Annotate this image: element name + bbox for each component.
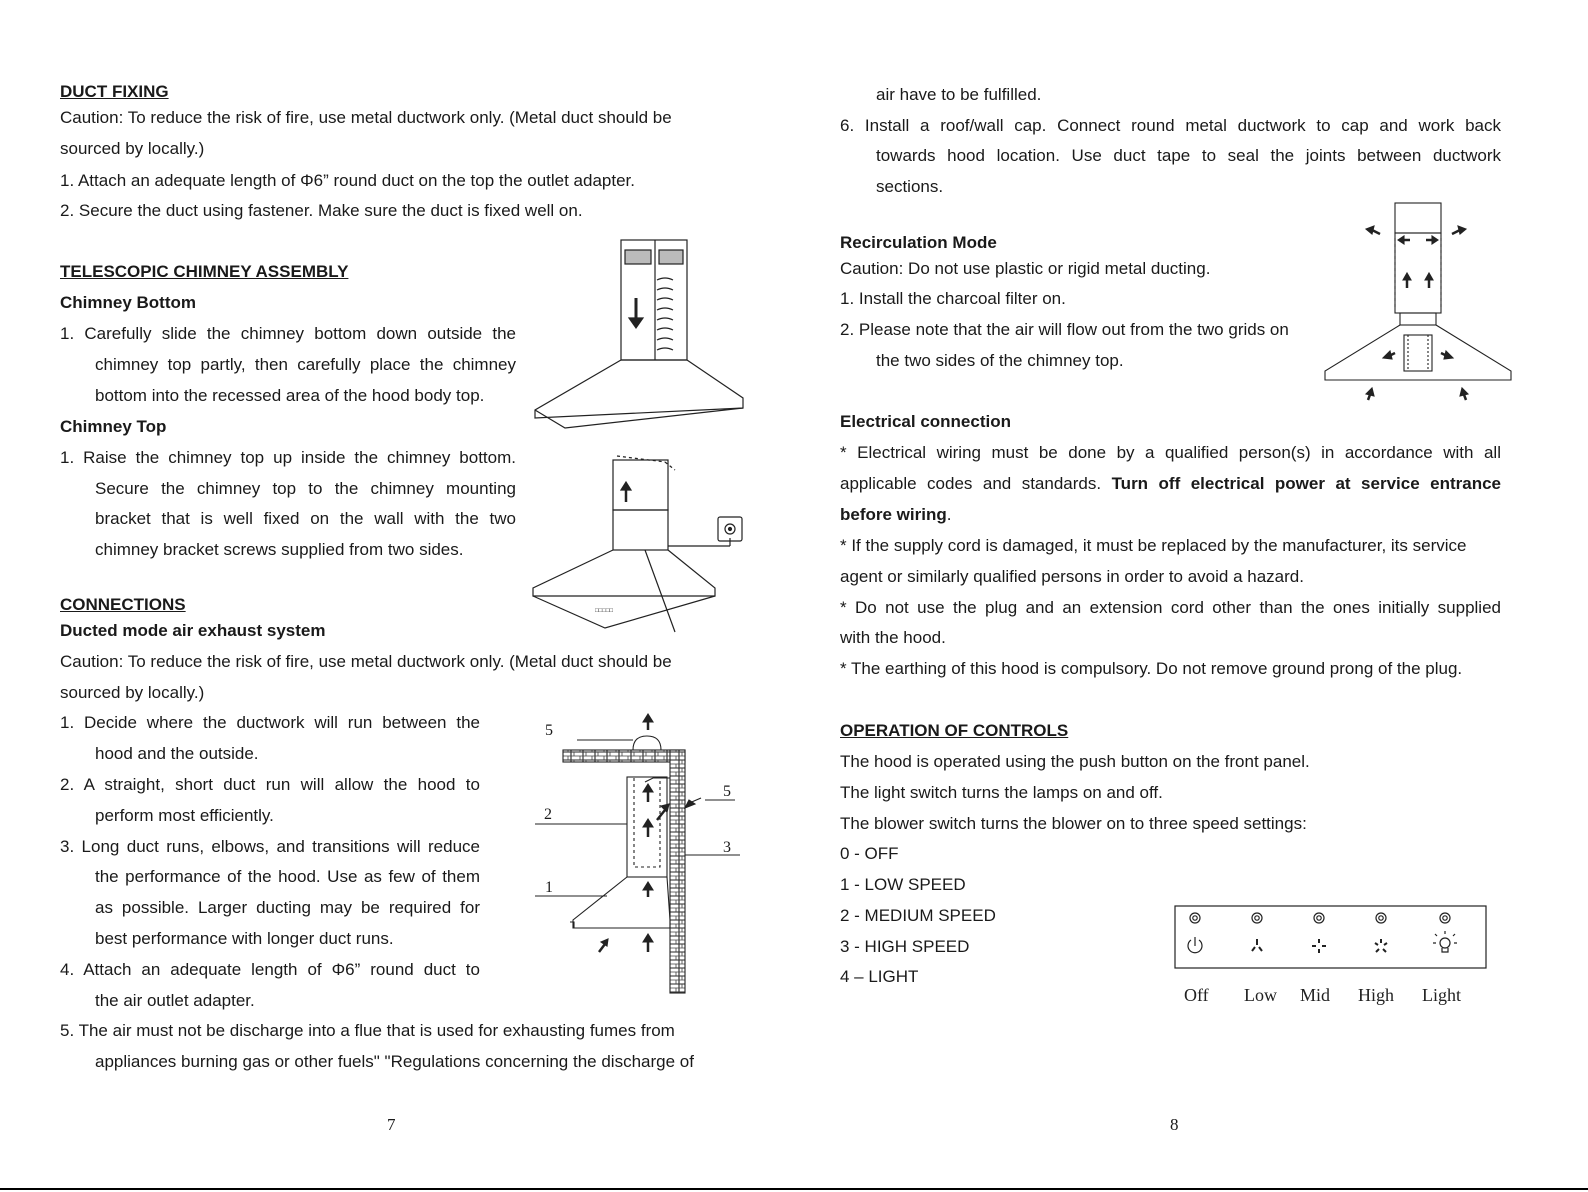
electrical-para1-normal: applicable codes and standards. [840,474,1112,493]
fan-low-icon [1252,939,1262,951]
connections-step-1a: 1. Decide where the ductwork will run between the [60,713,480,732]
connections-step-3d: best performance with longer duct runs. [95,929,394,948]
ducted-system-diagram [535,712,750,997]
operation-line-2: The light switch turns the lamps on and off. [840,783,1163,802]
electrical-para1-bold: Turn off electrical power at service entrance [1111,474,1501,493]
chimney-bottom-step-line1: 1. Carefully slide the chimney bottom down outside the [60,324,516,343]
fan-high-icon [1375,939,1387,952]
chimney-top-diagram [525,450,750,640]
electrical-para4: * The earthing of this hood is compulsory. Do not remove ground prong of the plug. [840,659,1463,678]
electrical-para2-line2: agent or similarly qualified persons in order to avoid a hazard. [840,567,1304,586]
speed-4-light: 4 – LIGHT [840,967,919,986]
connections-caution-line2: sourced by locally.) [60,683,205,702]
chimney-top-title: Chimney Top [60,417,167,436]
power-icon [1188,937,1202,953]
diagram-label-5-right: 5 [723,783,731,800]
duct-fixing-caution-line2: sourced by locally.) [60,139,205,158]
panel-label-light: Light [1422,985,1461,1005]
duct-fixing-heading: DUCT FIXING [60,82,169,101]
connections-step-3a: 3. Long duct runs, elbows, and transitions will reduce [60,837,480,856]
duct-step-5-continued: air have to be fulfilled. [876,85,1042,104]
speed-0-off: 0 - OFF [840,844,899,863]
connections-step-4a: 4. Attach an adequate length of Φ6” round duct to [60,960,480,979]
electrical-para3-line1: * Do not use the plug and an extension cord other than the ones initially supplied [840,598,1501,617]
fan-mid-icon [1312,939,1326,953]
chimney-bottom-diagram [525,232,750,432]
diagram-label-1: 1 [545,879,553,896]
recirculation-step-2a: 2. Please note that the air will flow out from the two grids on [840,320,1289,339]
panel-label-low: Low [1244,985,1277,1005]
duct-fixing-step-2: 2. Secure the duct using fastener. Make sure the duct is fixed well on. [60,201,583,220]
svg-text:□□□□□: □□□□□ [595,608,614,614]
chimney-top-step-line3: bracket that is well fixed on the wall with the two [95,509,516,528]
diagram-label-3: 3 [723,839,731,856]
chimney-top-step-line4: chimney bracket screws supplied from two sides. [95,540,464,559]
connections-step-5a: 5. The air must not be discharge into a flue that is used for exhausting fumes from [60,1021,675,1040]
recirculation-step-1: 1. Install the charcoal filter on. [840,289,1066,308]
connections-caution-line1: Caution: To reduce the risk of fire, use metal ductwork only. (Metal duct should be [60,652,672,671]
duct-fixing-caution-line1: Caution: To reduce the risk of fire, use metal ductwork only. (Metal duct should be [60,108,672,127]
connections-step-4b: the air outlet adapter. [95,991,255,1010]
electrical-para1-line1: * Electrical wiring must be done by a qualified person(s) in accordance with all [840,443,1501,462]
operation-heading: OPERATION OF CONTROLS [840,721,1069,740]
connections-step-3b: the performance of the hood. Use as few of them [95,867,480,886]
chimney-bottom-step-line2: chimney top partly, then carefully place the chimney [95,355,516,374]
indicator-led-high [1376,913,1386,923]
indicator-led-off [1190,913,1200,923]
recirculation-diagram [1320,198,1516,410]
electrical-para1-period: . [946,505,952,524]
panel-label-off: Off [1184,985,1209,1005]
diagram-label-2: 2 [544,806,552,823]
electrical-para1-line3 [840,506,951,523]
electrical-para1-bold-end: before wiring [840,505,947,524]
connections-step-2a: 2. A straight, short duct run will allow the hood to [60,775,480,794]
page-number-left: 7 [387,1115,396,1134]
panel-label-high: High [1358,985,1394,1005]
connections-step-3c: as possible. Larger ducting may be required for [95,898,480,917]
operation-line-3: The blower switch turns the blower on to three speed settings: [840,814,1307,833]
speed-3-high: 3 - HIGH SPEED [840,937,970,956]
control-panel-diagram [1174,905,1488,971]
chimney-top-step-line1: 1. Raise the chimney top up inside the chimney bottom. [60,448,516,467]
indicator-led-mid [1314,913,1324,923]
electrical-para1-line2 [840,475,1501,492]
chimney-assembly-heading: TELESCOPIC CHIMNEY ASSEMBLY [60,262,349,281]
panel-label-mid: Mid [1300,985,1331,1005]
speed-1-low: 1 - LOW SPEED [840,875,966,894]
electrical-para3-line2: with the hood. [840,628,946,647]
chimney-top-step-line2: Secure the chimney top to the chimney mounting [95,479,516,498]
electrical-para2-line1: * If the supply cord is damaged, it must be replaced by the manufacturer, its service [840,536,1467,555]
speed-2-medium: 2 - MEDIUM SPEED [840,906,996,925]
bottom-border-line [0,1188,1588,1190]
chimney-bottom-step-line3: bottom into the recessed area of the hood body top. [95,386,485,405]
indicator-led-light [1440,913,1450,923]
diagram-label-5-top: 5 [545,722,553,739]
ducted-mode-subheading: Ducted mode air exhaust system [60,621,326,640]
recirculation-title: Recirculation Mode [840,233,997,252]
operation-line-1: The hood is operated using the push button on the front panel. [840,752,1310,771]
page-number-right: 8 [1170,1115,1179,1134]
duct-step-6-line1: 6. Install a roof/wall cap. Connect round metal ductwork to cap and work back [840,116,1501,135]
chimney-bottom-title: Chimney Bottom [60,293,196,312]
duct-step-6-line3: sections. [876,177,944,196]
duct-step-6-line2: towards hood location. Use duct tape to seal the joints between ductwork [876,146,1501,165]
recirculation-step-2b: the two sides of the chimney top. [876,351,1124,370]
electrical-title: Electrical connection [840,412,1011,431]
indicator-led-low [1252,913,1262,923]
connections-step-1b: hood and the outside. [95,744,259,763]
connections-heading: CONNECTIONS [60,595,186,614]
connections-step-5b: appliances burning gas or other fuels" "Regulations concerning the discharge of [95,1052,694,1071]
recirculation-caution: Caution: Do not use plastic or rigid metal ducting. [840,259,1211,278]
connections-step-2b: perform most efficiently. [95,806,274,825]
light-bulb-icon [1433,931,1457,952]
duct-fixing-step-1: 1. Attach an adequate length of Φ6” round duct on the top the outlet adapter. [60,171,635,190]
